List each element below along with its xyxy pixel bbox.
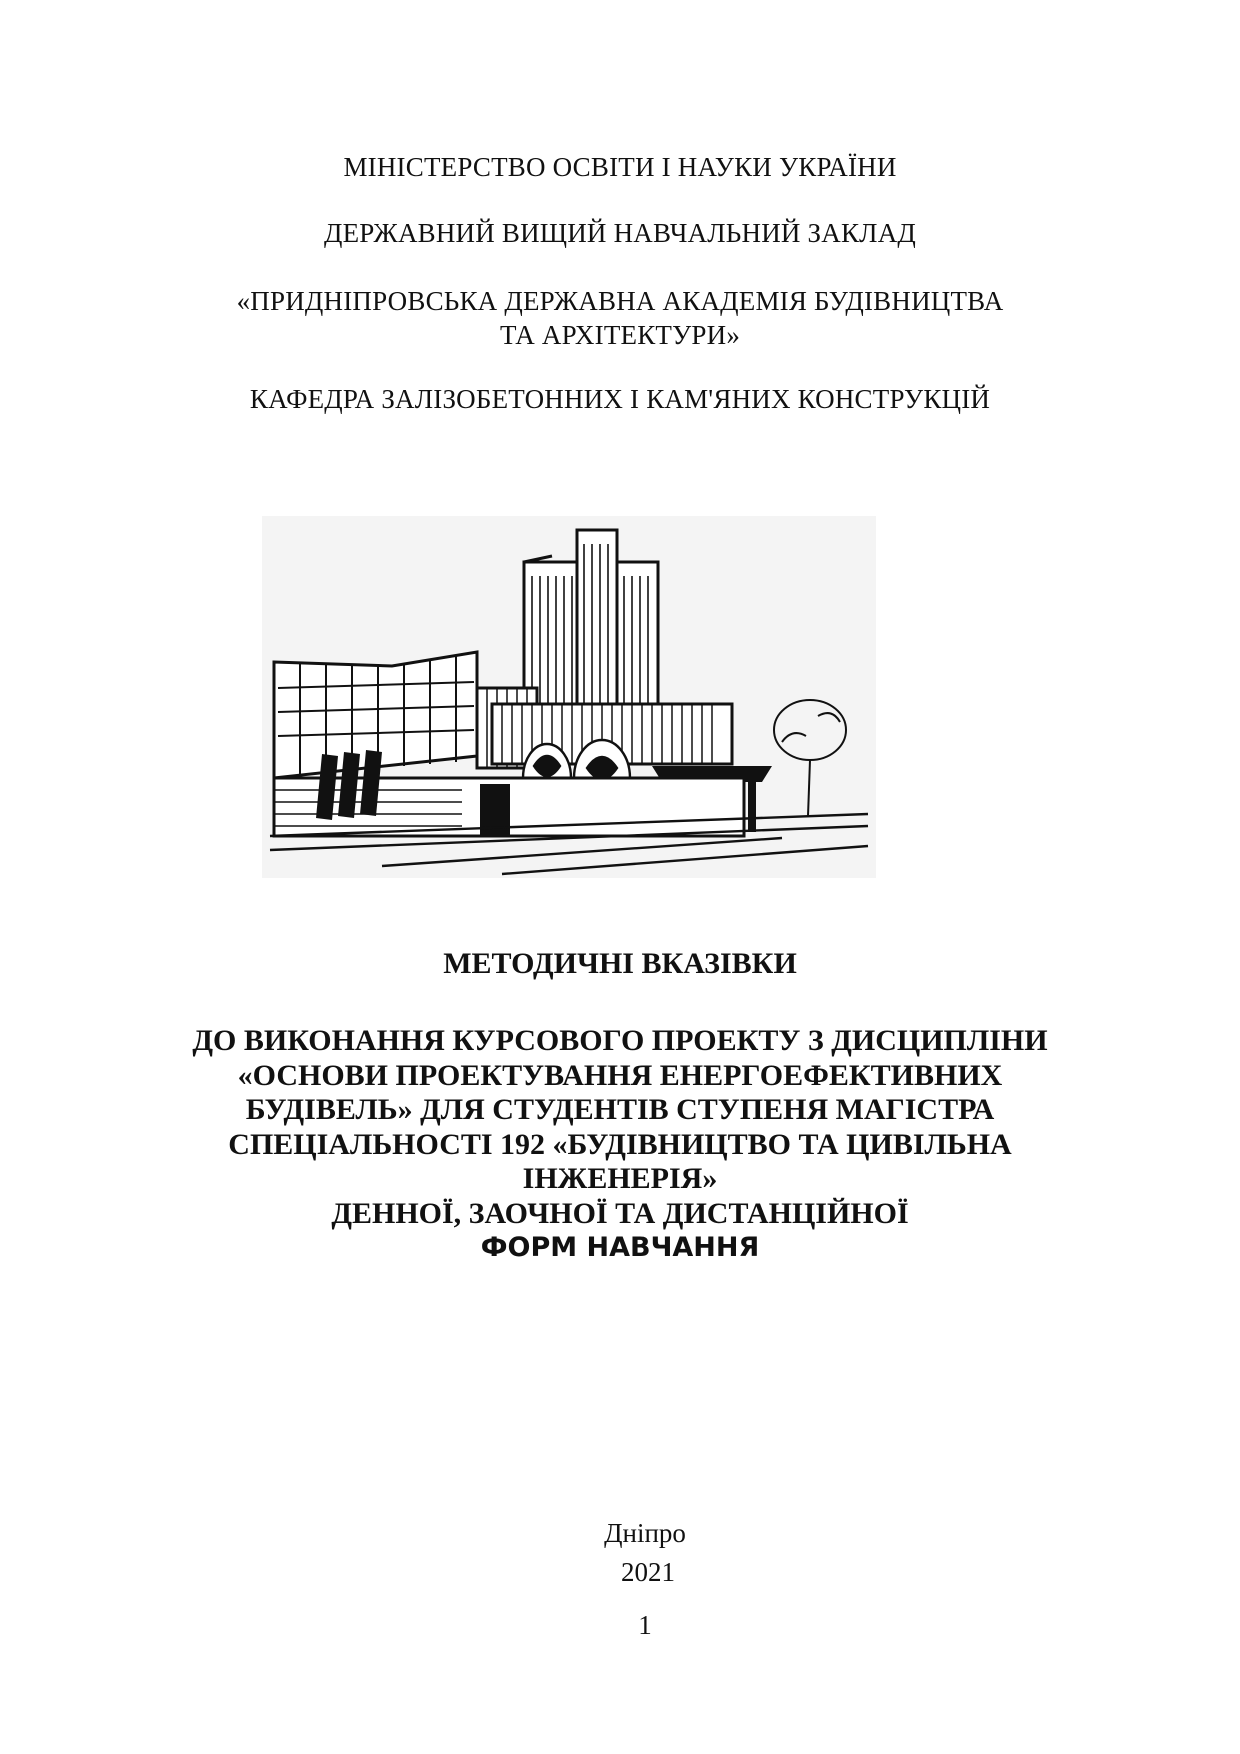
subtitle-line-6: ДЕННОЇ, ЗАОЧНОЇ ТА ДИСТАНЦІЙНОЇ — [331, 1196, 909, 1230]
academy-name — [0, 284, 1240, 352]
building-illustration — [262, 516, 876, 878]
subtitle-line-7: ФОРМ НАВЧАННЯ — [480, 1232, 760, 1263]
subtitle-line-1: ДО ВИКОНАННЯ КУРСОВОГО ПРОЕКТУ З ДИСЦИПЛІНИ — [192, 1024, 1048, 1057]
academy-name-line-1: «ПРИДНІПРОВСЬКА ДЕРЖАВНА АКАДЕМІЯ БУДІВНИЦТВА — [236, 286, 1004, 316]
document-title: МЕТОДИЧНІ ВКАЗІВКИ — [443, 947, 797, 980]
publication-year: 2021 — [621, 1557, 675, 1587]
ministry-name: МІНІСТЕРСТВО ОСВІТИ І НАУКИ УКРАЇНИ — [343, 152, 897, 182]
subtitle-line-3: БУДІВЕЛЬ» ДЛЯ СТУДЕНТІВ СТУПЕНЯ МАГІСТРА — [245, 1093, 995, 1126]
subtitle-line-2: «ОСНОВИ ПРОЕКТУВАННЯ ЕНЕРГОЕФЕКТИВНИХ — [237, 1058, 1003, 1092]
subtitle-line-5: ІНЖЕНЕРІЯ» — [522, 1162, 718, 1195]
institution-type: ДЕРЖАВНИЙ ВИЩИЙ НАВЧАЛЬНИЙ ЗАКЛАД — [323, 218, 917, 248]
department-name: КАФЕДРА ЗАЛІЗОБЕТОННИХ І КАМ'ЯНИХ КОНСТРУКЦІЙ — [249, 384, 991, 414]
publication-city: Дніпро — [604, 1518, 686, 1548]
academy-name-line-2: ТА АРХІТЕКТУРИ» — [499, 320, 741, 350]
page-number: 1 — [638, 1610, 652, 1640]
subtitle-line-4: СПЕЦІАЛЬНОСТІ 192 «БУДІВНИЦТВО ТА ЦИВІЛЬНА — [228, 1127, 1012, 1161]
document-subtitle — [0, 1024, 1240, 1266]
